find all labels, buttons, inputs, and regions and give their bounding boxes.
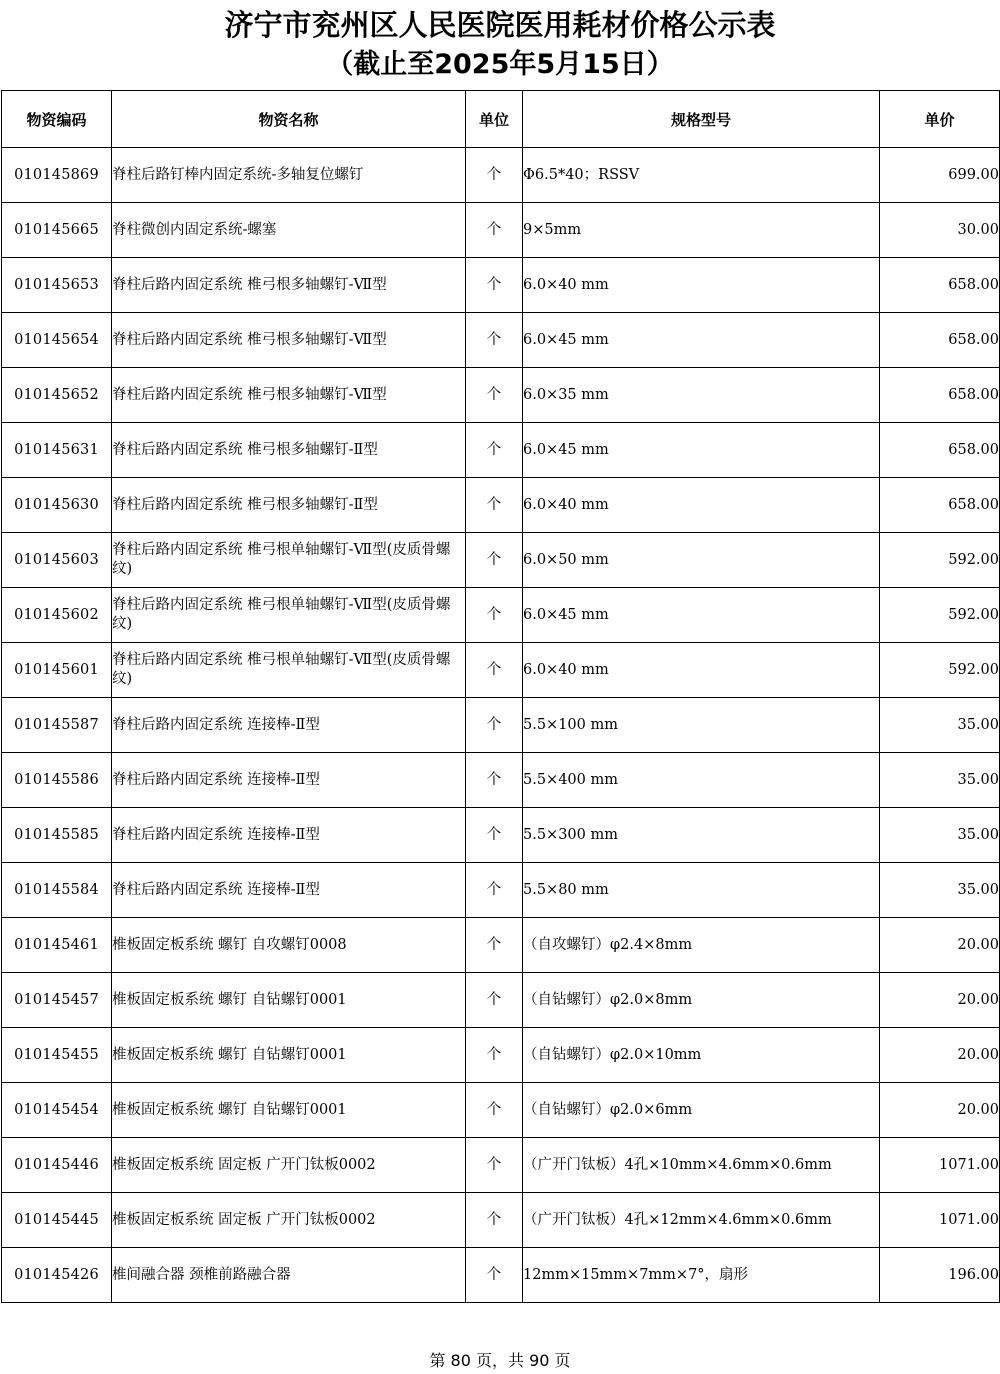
table-row xyxy=(2,478,1000,533)
item-name: 脊柱后路内固定系统 连接棒-Ⅱ型 xyxy=(112,863,466,918)
item-code: 010145461 xyxy=(2,918,112,973)
item-name: 脊柱后路内固定系统 椎弓根多轴螺钉-Ⅱ型 xyxy=(112,478,466,533)
table-row xyxy=(2,863,1000,918)
item-price: 196.00 xyxy=(880,1248,1000,1303)
item-spec: 5.5×100 mm xyxy=(523,698,880,753)
item-spec: 9×5mm xyxy=(523,203,880,258)
item-code: 010145585 xyxy=(2,808,112,863)
item-name: 脊柱后路内固定系统 连接棒-Ⅱ型 xyxy=(112,753,466,808)
table-row xyxy=(2,808,1000,863)
item-spec: 5.5×80 mm xyxy=(523,863,880,918)
item-price: 592.00 xyxy=(880,588,1000,643)
item-spec: （自钻螺钉）φ2.0×8mm xyxy=(523,973,880,1028)
item-code: 010145454 xyxy=(2,1083,112,1138)
item-spec: 6.0×45 mm xyxy=(523,313,880,368)
item-name: 椎板固定板系统 螺钉 自钻螺钉0001 xyxy=(112,1083,466,1138)
table-header-row xyxy=(2,91,1000,148)
item-spec: 6.0×45 mm xyxy=(523,423,880,478)
table-row xyxy=(2,1083,1000,1138)
item-unit: 个 xyxy=(466,643,523,698)
table-row xyxy=(2,698,1000,753)
item-spec: 6.0×35 mm xyxy=(523,368,880,423)
item-spec: 5.5×400 mm xyxy=(523,753,880,808)
item-spec: 12mm×15mm×7mm×7°，扇形 xyxy=(523,1248,880,1303)
item-spec: Φ6.5*40；RSSV xyxy=(523,148,880,203)
page-subtitle: （截止至2025年5月15日） xyxy=(326,49,674,80)
item-unit: 个 xyxy=(466,148,523,203)
item-unit: 个 xyxy=(466,313,523,368)
item-unit: 个 xyxy=(466,1193,523,1248)
table-row xyxy=(2,1138,1000,1193)
item-code: 010145653 xyxy=(2,258,112,313)
item-unit: 个 xyxy=(466,478,523,533)
item-price: 35.00 xyxy=(880,808,1000,863)
item-code: 010145584 xyxy=(2,863,112,918)
item-price: 35.00 xyxy=(880,863,1000,918)
item-spec: 6.0×40 mm xyxy=(523,258,880,313)
item-name: 脊柱后路内固定系统 椎弓根单轴螺钉-Ⅶ型(皮质骨螺纹) xyxy=(112,588,466,643)
table-row xyxy=(2,258,1000,313)
table-row xyxy=(2,148,1000,203)
table-row xyxy=(2,423,1000,478)
item-unit: 个 xyxy=(466,1083,523,1138)
header-spec: 规格型号 xyxy=(523,91,880,148)
item-code: 010145665 xyxy=(2,203,112,258)
table-row xyxy=(2,643,1000,698)
item-name: 椎板固定板系统 螺钉 自攻螺钉0008 xyxy=(112,918,466,973)
item-unit: 个 xyxy=(466,1138,523,1193)
item-unit: 个 xyxy=(466,533,523,588)
item-unit: 个 xyxy=(466,1028,523,1083)
item-name: 椎间融合器 颈椎前路融合器 xyxy=(112,1248,466,1303)
item-name: 脊柱后路内固定系统 椎弓根多轴螺钉-Ⅶ型 xyxy=(112,258,466,313)
item-name: 脊柱微创内固定系统-螺塞 xyxy=(112,203,466,258)
item-unit: 个 xyxy=(466,698,523,753)
item-unit: 个 xyxy=(466,258,523,313)
item-unit: 个 xyxy=(466,423,523,478)
header-code: 物资编码 xyxy=(2,91,112,148)
item-price: 1071.00 xyxy=(880,1138,1000,1193)
table-row xyxy=(2,1028,1000,1083)
item-unit: 个 xyxy=(466,368,523,423)
item-price: 699.00 xyxy=(880,148,1000,203)
table-row xyxy=(2,1248,1000,1303)
item-price: 658.00 xyxy=(880,478,1000,533)
item-price: 20.00 xyxy=(880,1028,1000,1083)
item-spec: 6.0×40 mm xyxy=(523,478,880,533)
item-code: 010145603 xyxy=(2,533,112,588)
price-table xyxy=(1,90,1000,1303)
item-price: 658.00 xyxy=(880,313,1000,368)
item-unit: 个 xyxy=(466,918,523,973)
table-row xyxy=(2,753,1000,808)
item-spec: （自钻螺钉）φ2.0×6mm xyxy=(523,1083,880,1138)
item-code: 010145630 xyxy=(2,478,112,533)
item-name: 椎板固定板系统 固定板 广开门钛板0002 xyxy=(112,1193,466,1248)
item-name: 脊柱后路内固定系统 椎弓根单轴螺钉-Ⅶ型(皮质骨螺纹) xyxy=(112,643,466,698)
item-code: 010145601 xyxy=(2,643,112,698)
item-name: 椎板固定板系统 螺钉 自钻螺钉0001 xyxy=(112,973,466,1028)
item-name: 脊柱后路内固定系统 椎弓根单轴螺钉-Ⅶ型(皮质骨螺纹) xyxy=(112,533,466,588)
item-code: 010145446 xyxy=(2,1138,112,1193)
item-name: 脊柱后路内固定系统 椎弓根多轴螺钉-Ⅱ型 xyxy=(112,423,466,478)
item-code: 010145455 xyxy=(2,1028,112,1083)
item-name: 脊柱后路内固定系统 连接棒-Ⅱ型 xyxy=(112,698,466,753)
item-spec: （自攻螺钉）φ2.4×8mm xyxy=(523,918,880,973)
item-price: 658.00 xyxy=(880,258,1000,313)
item-name: 脊柱后路内固定系统 椎弓根多轴螺钉-Ⅶ型 xyxy=(112,368,466,423)
item-price: 35.00 xyxy=(880,698,1000,753)
item-code: 010145586 xyxy=(2,753,112,808)
item-price: 658.00 xyxy=(880,368,1000,423)
item-code: 010145602 xyxy=(2,588,112,643)
item-price: 35.00 xyxy=(880,753,1000,808)
item-code: 010145652 xyxy=(2,368,112,423)
item-unit: 个 xyxy=(466,588,523,643)
item-unit: 个 xyxy=(466,863,523,918)
item-price: 20.00 xyxy=(880,1083,1000,1138)
page-title: 济宁市兖州区人民医院医用耗材价格公示表 xyxy=(224,8,776,42)
table-row xyxy=(2,918,1000,973)
item-price: 592.00 xyxy=(880,533,1000,588)
item-unit: 个 xyxy=(466,1248,523,1303)
item-code: 010145869 xyxy=(2,148,112,203)
item-name: 椎板固定板系统 螺钉 自钻螺钉0001 xyxy=(112,1028,466,1083)
item-spec: 6.0×50 mm xyxy=(523,533,880,588)
item-code: 010145445 xyxy=(2,1193,112,1248)
item-spec: 5.5×300 mm xyxy=(523,808,880,863)
item-name: 脊柱后路钉棒内固定系统-多轴复位螺钉 xyxy=(112,148,466,203)
item-price: 20.00 xyxy=(880,973,1000,1028)
item-unit: 个 xyxy=(466,203,523,258)
item-price: 592.00 xyxy=(880,643,1000,698)
table-row xyxy=(2,313,1000,368)
item-spec: 6.0×40 mm xyxy=(523,643,880,698)
table-body xyxy=(2,148,1000,1303)
item-price: 20.00 xyxy=(880,918,1000,973)
item-unit: 个 xyxy=(466,973,523,1028)
table-row xyxy=(2,368,1000,423)
table-row xyxy=(2,533,1000,588)
item-code: 010145426 xyxy=(2,1248,112,1303)
table-row xyxy=(2,203,1000,258)
item-name: 脊柱后路内固定系统 连接棒-Ⅱ型 xyxy=(112,808,466,863)
item-spec: （自钻螺钉）φ2.0×10mm xyxy=(523,1028,880,1083)
item-code: 010145631 xyxy=(2,423,112,478)
table-row xyxy=(2,1193,1000,1248)
item-spec: （广开门钛板）4孔×12mm×4.6mm×0.6mm xyxy=(523,1193,880,1248)
item-name: 脊柱后路内固定系统 椎弓根多轴螺钉-Ⅶ型 xyxy=(112,313,466,368)
item-name: 椎板固定板系统 固定板 广开门钛板0002 xyxy=(112,1138,466,1193)
item-code: 010145587 xyxy=(2,698,112,753)
item-unit: 个 xyxy=(466,808,523,863)
table-row xyxy=(2,973,1000,1028)
header-price: 单价 xyxy=(880,91,1000,148)
item-code: 010145654 xyxy=(2,313,112,368)
item-unit: 个 xyxy=(466,753,523,808)
item-spec: （广开门钛板）4孔×10mm×4.6mm×0.6mm xyxy=(523,1138,880,1193)
page-footer: 第 80 页，共 90 页 xyxy=(429,1351,571,1370)
item-price: 658.00 xyxy=(880,423,1000,478)
table-row xyxy=(2,588,1000,643)
item-price: 1071.00 xyxy=(880,1193,1000,1248)
item-price: 30.00 xyxy=(880,203,1000,258)
header-unit: 单位 xyxy=(466,91,523,148)
header-name: 物资名称 xyxy=(112,91,466,148)
item-spec: 6.0×45 mm xyxy=(523,588,880,643)
item-code: 010145457 xyxy=(2,973,112,1028)
